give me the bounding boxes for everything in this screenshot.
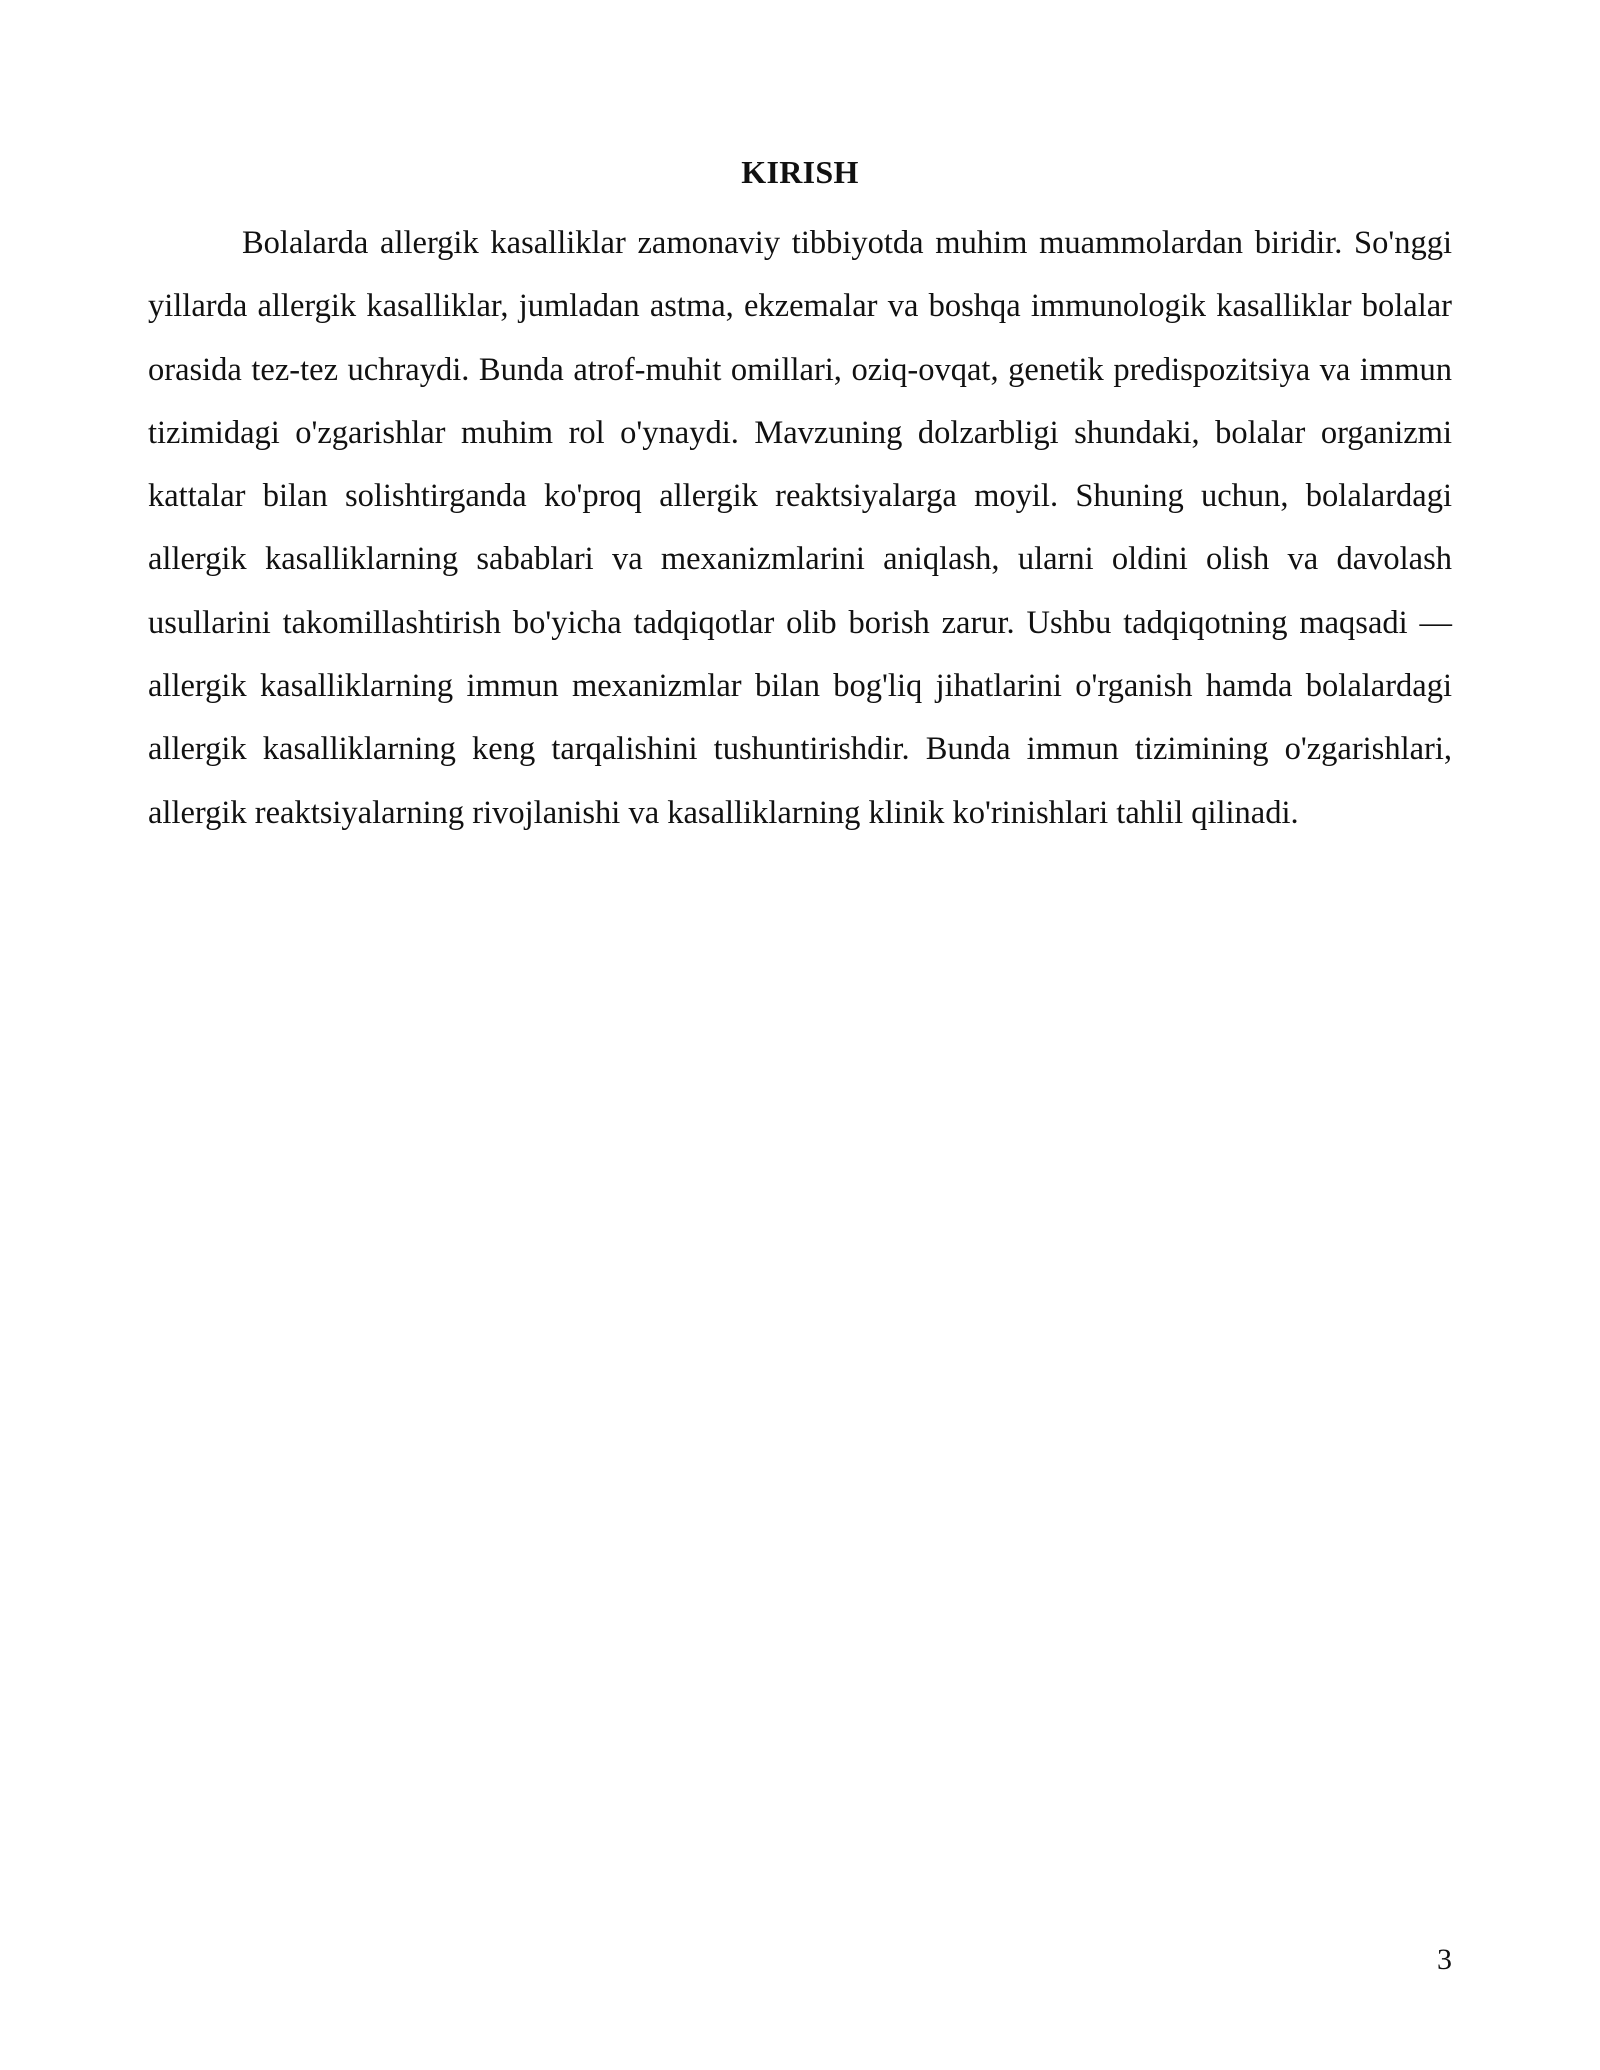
page-content bbox=[148, 148, 1452, 845]
page-number: 3 bbox=[1437, 1943, 1452, 1976]
body-paragraph: Bolalarda allergik kasalliklar zamonaviy tibbiyotda muhim muammolardan biridir. So'nggi yillarda allergik kasalliklar, jumladan astma, ekzemalar va boshqa immunologik kasalliklar bolalar orasida tez-tez uchraydi. Bunda atrof-muhit omillari, oziq-ovqat, genetik predispozitsiya va immun tizimidagi o'zgarishlar muhim rol o'ynaydi. Mavzuning dolzarbligi shundaki, bolalar organizmi kattalar bilan solishtirganda ko'proq allergik reaktsiyalarga moyil. Shuning uchun, bolalardagi allergik kasalliklarning sabablari va mexanizmlarini aniqlash, ularni oldini olish va davolash usullarini takomillashtirish bo'yicha tadqiqotlar olib borish zarur. Ushbu tadqiqotning maqsadi — allergik kasalliklarning immun mexanizmlar bilan bog'liq jihatlarini o'rganish hamda bolalardagi allergik kasalliklarning keng tarqalishini tushuntirishdir. Bunda immun tizimining o'zgarishlari, allergik reaktsiyalarning rivojlanishi va kasalliklarning klinik ko'rinishlari tahlil qilinadi. bbox=[148, 225, 1452, 831]
section-title: KIRISH bbox=[741, 154, 859, 190]
